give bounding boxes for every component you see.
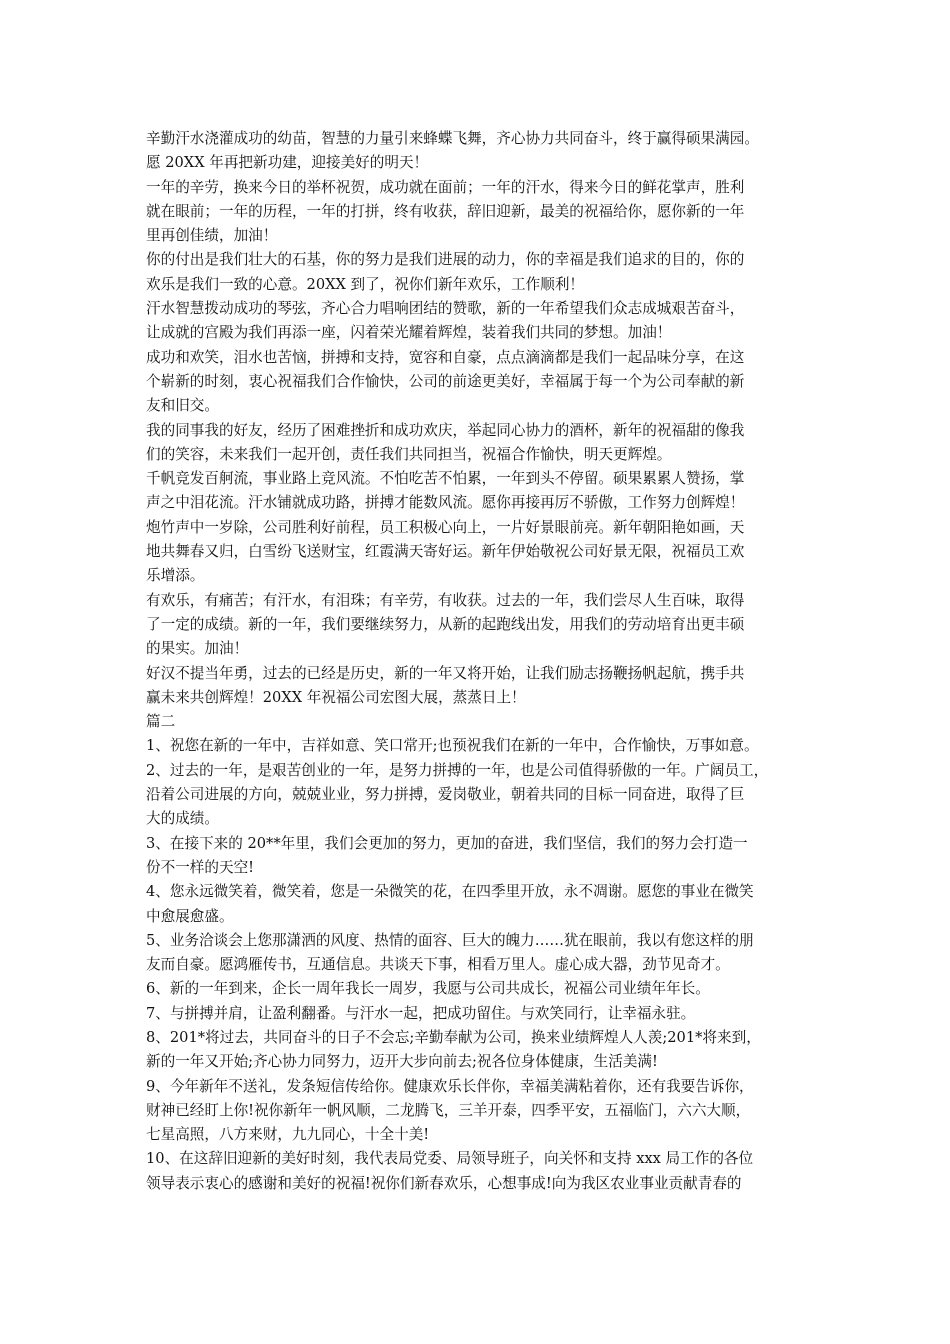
text-line: 友和旧交。 bbox=[146, 397, 219, 415]
text-line: 乐增添。 bbox=[146, 567, 205, 585]
text-line: 辛勤汗水浇灌成功的幼苗，智慧的力量引来蜂蝶飞舞，齐心协力共同奋斗，终于赢得硕果满园。 bbox=[146, 130, 759, 147]
text-line: 沿着公司进展的方向，兢兢业业，努力拼搏，爱岗敬业，朝着共同的目标一同奋进，取得了巨 bbox=[146, 786, 745, 804]
text-line: 七星高照，八方来财，九九同心，十全十美! bbox=[146, 1126, 430, 1144]
text-line: 6、新的一年到来，企长一周年我长一周岁，我愿与公司共成长，祝福公司业绩年年长。 bbox=[146, 980, 710, 998]
text-line: 欢乐是我们一致的心意。20XX 到了，祝你们新年欢乐，工作顺利！ bbox=[146, 275, 585, 293]
text-line: 的果实。加油！ bbox=[146, 640, 249, 658]
text-line: 炮竹声中一岁除，公司胜利好前程，员工积极心向上，一片好景眼前亮。新年朝阳艳如画，天 bbox=[146, 518, 745, 536]
text-line: 愿 20XX 年再把新功建，迎接美好的明天！ bbox=[146, 154, 429, 172]
text-line: 1、祝您在新的一年中，吉祥如意、笑口常开;也预祝我们在新的一年中，合作愉快，万事如意。 bbox=[146, 737, 759, 755]
text-line: 千帆竞发百舸流，事业路上竞风流。不怕吃苦不怕累，一年到头不停留。硕果累累人赞扬，掌 bbox=[146, 470, 745, 488]
text-line: 中愈展愈盛。 bbox=[146, 907, 234, 925]
text-line: 领导表示衷心的感谢和美好的祝福!祝你们新春欢乐，心想事成!向为我区农业事业贡献青春的 bbox=[146, 1174, 742, 1192]
text-line: 汗水智慧拨动成功的琴弦，齐心合力唱响团结的赞歌，新的一年希望我们众志成城艰苦奋斗， bbox=[146, 300, 745, 318]
text-line: 让成就的宫殿为我们再添一座，闪着荣光耀着辉煌，装着我们共同的梦想。加油！ bbox=[146, 324, 672, 342]
text-line: 我的同事我的好友，经历了困难挫折和成功欢庆，举起同心协力的酒杯，新年的祝福甜的像我 bbox=[146, 421, 745, 439]
text-line: 9、今年新年不送礼，发条短信传给你。健康欢乐长伴你，幸福美满粘着你，还有我要告诉你， bbox=[146, 1077, 754, 1095]
text-line: 地共舞春又归，白雪纷飞送财宝，红霞满天寄好运。新年伊始敬祝公司好景无限，祝福员工欢 bbox=[146, 543, 745, 561]
text-line: 个崭新的时刻，衷心祝福我们合作愉快，公司的前途更美好，幸福属于每一个为公司奉献的新 bbox=[146, 372, 745, 390]
text-line: 大的成绩。 bbox=[146, 810, 219, 828]
text-line: 成功和欢笑，泪水也苦恼，拼搏和支持，宽容和自豪，点点滴滴都是我们一起品味分享，在这 bbox=[146, 348, 745, 366]
text-line: 了一定的成绩。新的一年，我们要继续努力，从新的起跑线出发，用我们的劳动培育出更丰硕 bbox=[146, 615, 745, 633]
text-line: 7、与拼搏并肩，让盈利翻番。与汗水一起，把成功留住。与欢笑同行，让幸福永驻。 bbox=[146, 1004, 696, 1022]
text-line: 篇二 bbox=[146, 713, 176, 731]
text-line: 新的一年又开始;齐心协力同努力，迈开大步向前去;祝各位身体健康，生活美满! bbox=[146, 1053, 658, 1071]
text-line: 3、在接下来的 20**年里，我们会更加的努力，更加的奋进，我们坚信，我们的努力会打造一 bbox=[146, 834, 748, 852]
text-line: 财神已经盯上你!祝你新年一帆风顺，二龙腾飞，三羊开泰，四季平安，五福临门，六六大顺， bbox=[146, 1101, 751, 1119]
text-line: 好汉不提当年勇，过去的已经是历史，新的一年又将开始，让我们励志扬鞭扬帆起航，携手共 bbox=[146, 664, 745, 682]
text-line: 声之中泪花流。汗水铺就成功路，拼搏才能数风流。愿你再接再厉不骄傲，工作努力创辉煌！ bbox=[146, 494, 745, 512]
text-line: 10、在这辞旧迎新的美好时刻，我代表局党委、局领导班子，向关怀和支持 xxx 局工作的各位 bbox=[146, 1150, 754, 1168]
text-line: 们的笑容，未来我们一起开创，责任我们共同担当，祝福合作愉快，明天更辉煌。 bbox=[146, 445, 672, 463]
text-line: 就在眼前；一年的历程，一年的打拼，终有收获，辞旧迎新，最美的祝福给你，愿你新的一年 bbox=[146, 202, 745, 220]
document-body bbox=[146, 127, 816, 1196]
text-line: 2、过去的一年，是艰苦创业的一年，是努力拼搏的一年，也是公司值得骄傲的一年。广阔员工， bbox=[146, 761, 769, 779]
text-line: 里再创佳绩，加油！ bbox=[146, 227, 278, 245]
text-line: 一年的辛劳，换来今日的举杯祝贺，成功就在面前；一年的汗水，得来今日的鲜花掌声，胜利 bbox=[146, 178, 745, 196]
text-line: 份不一样的天空! bbox=[146, 858, 255, 876]
text-line: 你的付出是我们壮大的石基，你的努力是我们进展的动力，你的幸福是我们追求的目的，你的 bbox=[146, 251, 745, 269]
text-line: 赢未来共创辉煌！20XX 年祝福公司宏图大展，蒸蒸日上！ bbox=[146, 688, 526, 706]
text-line: 5、业务洽谈会上您那潇洒的风度、热情的面容、巨大的魄力……犹在眼前，我以有您这样的朋 bbox=[146, 931, 754, 949]
text-line: 有欢乐，有痛苦；有汗水，有泪珠；有辛劳，有收获。过去的一年，我们尝尽人生百味，取得 bbox=[146, 591, 745, 609]
text-line: 8、201*将过去，共同奋斗的日子不会忘;辛勤奉献为公司，换来业绩辉煌人人羡;201*将来到， bbox=[146, 1028, 761, 1046]
text-line: 4、您永远微笑着，微笑着，您是一朵微笑的花，在四季里开放，永不凋谢。愿您的事业在微笑 bbox=[146, 883, 754, 901]
text-line: 友而自豪。愿鸿雁传书，互通信息。共谈天下事，相看万里人。虚心成大器，劲节见奇才。 bbox=[146, 956, 730, 974]
